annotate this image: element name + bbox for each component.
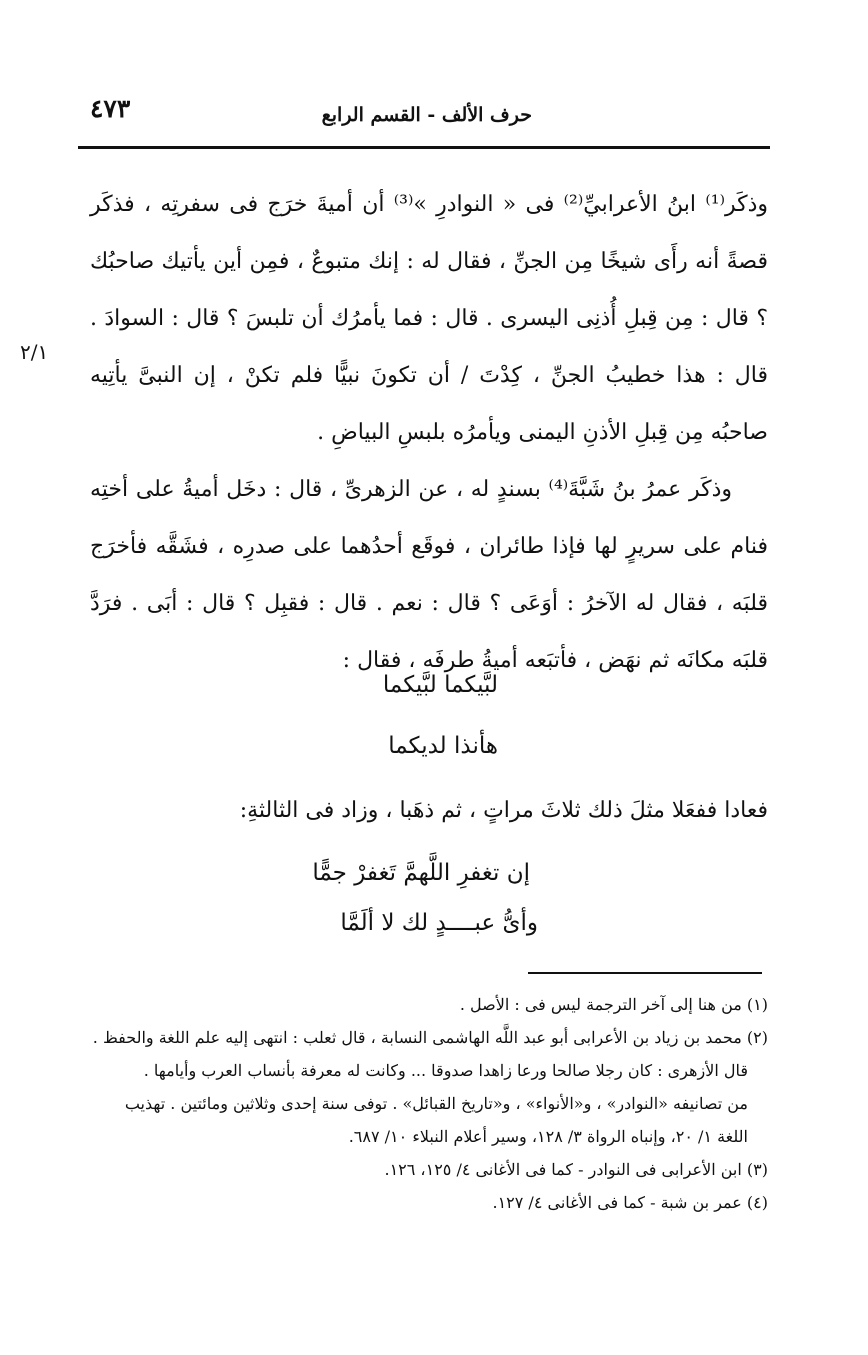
running-header-title: حرف الألف - القسم الرابع (321, 104, 532, 126)
footnote-2-continued: اللغة ١/ ٢٠، وإنباه الرواة ٣/ ١٢٨، وسير أعلام النبلاء ١٠/ ٦٨٧. (348, 1127, 748, 1146)
verse-line-4: وأىُّ عبــــدٍ لك لا ألَمَّا (340, 910, 538, 936)
footnote-2: (٢) محمد بن زياد بن الأعرابى أبو عبد اللَّه الهاشمى النسابة ، قال ثعلب : انتهى إليه علم اللغة والحفظ . (92, 1028, 768, 1047)
narrative-line: فعادا ففعَلا مثلَ ذلك ثلاثَ مراتٍ ، ثم ذهَبا ، وزاد فى الثالثةِ: (239, 798, 768, 823)
footnote-2-continued: قال الأزهرى : كان رجلا صالحا ورعا زاهدا صدوقا ... وكانت له معرفة بأنساب العرب وأيامها . (143, 1061, 748, 1080)
footnote-1: (١) من هنا إلى آخر الترجمة ليس فى : الأصل . (459, 995, 768, 1014)
header-divider (78, 146, 770, 149)
verse-line-1: لبَّيكما لبَّيكما (382, 672, 498, 698)
running-header (78, 92, 770, 132)
page-number: ٤٧٣ (90, 94, 131, 123)
main-text (90, 176, 768, 689)
footnotes (78, 988, 768, 1219)
margin-reference: ٢/١ (20, 340, 49, 364)
paragraph-2: وذكَر عمرُ بنُ شَبَّةَ⁽⁴⁾ بسندٍ له ، عن الزهرىِّ ، قال : دخَل أميةُ على أختِه فنام على سريرٍ لها فإذا طائران ، فوقَع أحدُهما على صدرِه ، فشَقَّه فأخرَج قلبَه ، فقال له الآخرُ : أوَعَى ؟ قال : نعم . قال : فقبِل ؟ قال : أبَى . فرَدَّ قلبَه مكانَه ثم نهَض ، فأتبَعه أميةُ طرفَه ، فقال : (90, 477, 768, 673)
verse-line-2: هأنذا لديكما (388, 733, 498, 759)
footnote-3: (٣) ابن الأعرابى فى النوادر - كما فى الأغانى ٤/ ١٢٥، ١٢٦. (384, 1160, 768, 1179)
footnote-divider (528, 972, 762, 974)
footnote-4: (٤) عمر بن شبة - كما فى الأغانى ٤/ ١٢٧. (492, 1193, 768, 1212)
footnote-2-continued: من تصانيفه «النوادر» ، و«الأنواء» ، و«تاريخ القبائل» . توفى سنة إحدى وثلاثين ومائتين . تهذيب (124, 1094, 748, 1113)
paragraph-1: وذكَر⁽¹⁾ ابنُ الأعرابيِّ⁽²⁾ فى « النوادرِ »⁽³⁾ أن أميةَ خرَج فى سفرتِه ، فذكَر قصةً أنه رأَى شيخًا مِن الجنِّ ، فقال له : إنك متبوعٌ ، فمِن أين يأتيك صاحبُك ؟ قال : مِن قِبلِ أُذنِى اليسرى . قال : فما يأمرُك أن تلبسَ ؟ قال : السوادَ . قال : هذا خطيبُ الجنِّ ، كِدْتَ / أن تكونَ نبيًّا فلم تكنْ ، إن النبىَّ يأتِيه صاحبُه مِن قِبلِ الأذنِ اليمنى ويأمرُه بلبسِ البياضِ . (90, 192, 768, 445)
verse-line-3: إن تغفرِ اللَّهمَّ تَغفرْ جمًّا (312, 860, 530, 886)
